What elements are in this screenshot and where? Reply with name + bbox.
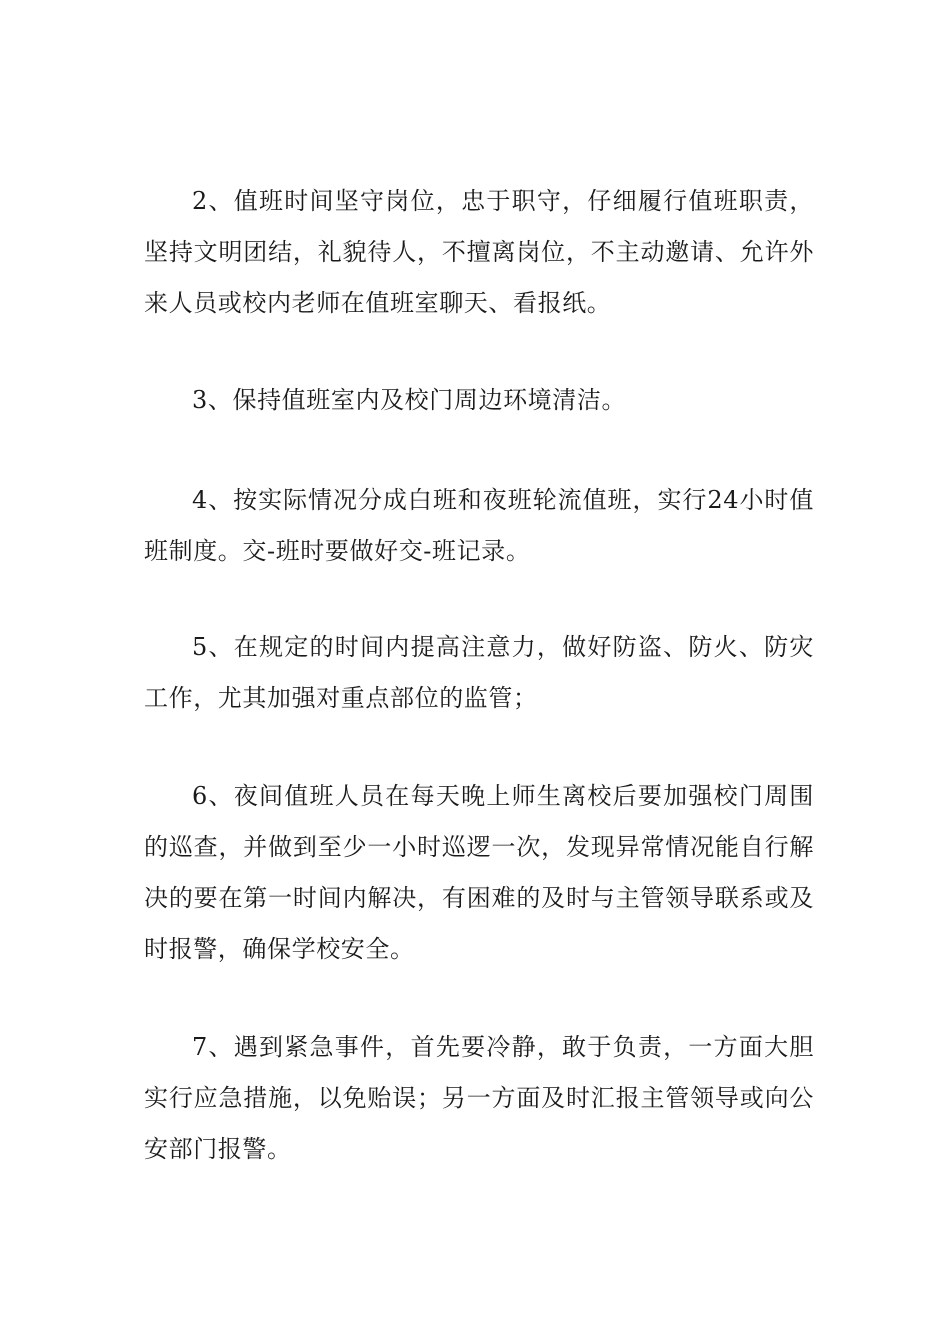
paragraph-item-7: 7、遇到紧急事件，首先要冷静，敢于负责，一方面大胆实行应急措施，以免贻误；另一方面及时汇报主管领导或向公安部门报警。 bbox=[144, 1033, 814, 1163]
paragraph-item-2: 2、值班时间坚守岗位，忠于职守，仔细履行值班职责，坚持文明团结，礼貌待人，不擅离岗位，不主动邀请、允许外来人员或校内老师在值班室聊天、看报纸。 bbox=[144, 187, 814, 317]
paragraph-item-5: 5、在规定的时间内提高注意力，做好防盗、防火、防灾工作，尤其加强对重点部位的监管； bbox=[144, 633, 814, 712]
paragraph-item-4: 4、按实际情况分成白班和夜班轮流值班，实行24小时值班制度。交-班时要做好交-班记录。 bbox=[144, 486, 814, 565]
paragraph-item-3: 3、保持值班室内及校门周边环境清洁。 bbox=[192, 386, 627, 414]
paragraph-item-6: 6、夜间值班人员在每天晚上师生离校后要加强校门周围的巡查，并做到至少一小时巡逻一次，发现异常情况能自行解决的要在第一时间内解决，有困难的及时与主管领导联系或及时报警，确保学校安全。 bbox=[144, 782, 814, 963]
